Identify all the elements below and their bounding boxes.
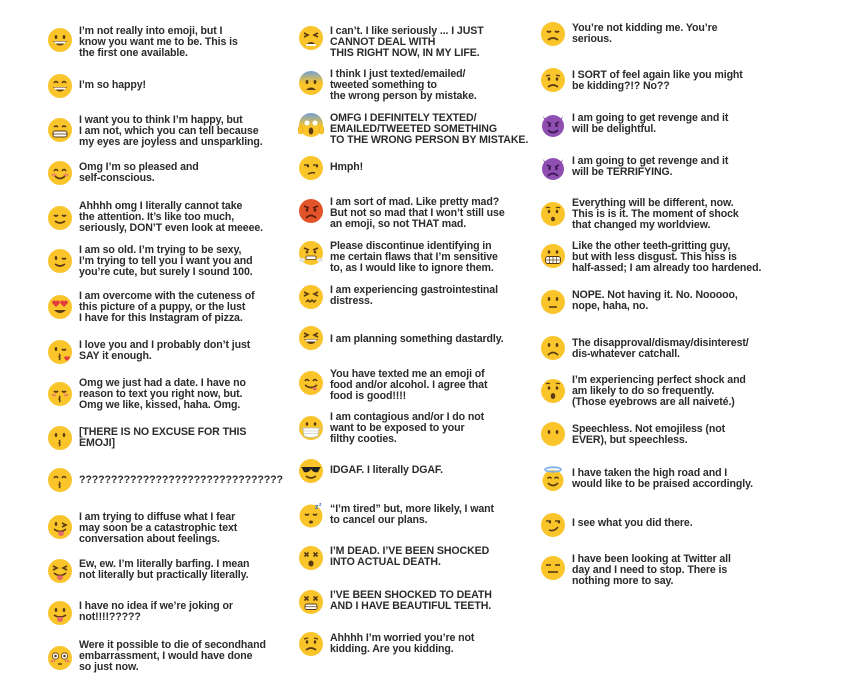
sad-face-icon: [540, 67, 566, 93]
emoji-meaning: I am sort of mad. Like pretty mad? But not so mad that I won’t still use an emoji, so not THAT mad.: [330, 196, 505, 231]
tongue-wink-icon: [47, 514, 73, 540]
kissing-heart-icon: [47, 339, 73, 365]
emoji-meaning: I’VE BEEN SHOCKED TO DEATH AND I HAVE BEAUTIFUL TEETH.: [330, 589, 492, 613]
expressionless-face-icon: [540, 555, 566, 581]
emoji-meaning: I am contagious and/or I do not want to be exposed to your filthy cooties.: [330, 411, 485, 446]
emoji-meaning: I can’t. I like seriously ... I JUST CANNOT DEAL WITH THIS RIGHT NOW, IN MY LIFE.: [330, 25, 484, 60]
smiling-devil-icon: [540, 112, 566, 138]
hushed-face-icon: [540, 201, 566, 227]
column-1: [47, 0, 317, 680]
grimacing-smile-icon: [47, 117, 73, 143]
astonished-face-icon: [540, 378, 566, 404]
neutral-face-icon: [540, 289, 566, 315]
emoji-meaning: I’m not really into emoji, but I know you want me to be. This is the first one available.: [79, 25, 238, 60]
emoji-meaning: I have taken the high road and I would like to be praised accordingly.: [572, 467, 753, 491]
emoji-meaning: I am planning something dastardly.: [330, 333, 504, 345]
emoji-meaning: Please discontinue identifying in me certain flaws that I’m sensitive to, as I would like to ignore them.: [330, 240, 498, 275]
emoji-meaning: I have no idea if we’re joking or not!!!!?????: [79, 600, 233, 624]
frowning-face-icon: [540, 335, 566, 361]
blushing-smile-icon: [47, 160, 73, 186]
unamused-face-icon: [298, 155, 324, 181]
emoji-meaning: The disapproval/dismay/disinterest/ dis-whatever catchall.: [572, 337, 749, 361]
tongue-face-icon: [47, 600, 73, 626]
tongue-squint-icon: [47, 558, 73, 584]
emoji-meaning: IDGAF. I literally DGAF.: [330, 464, 443, 476]
emoji-meaning: I am going to get revenge and it will be delightful.: [572, 112, 729, 136]
fearful-face-icon: [298, 70, 324, 96]
emoji-meaning: Were it possible to die of secondhand embarrassment, I would have done so just now.: [79, 639, 266, 674]
emoji-meaning: I am overcome with the cuteness of this picture of a puppy, or the lust I have for this Instagram of pizza.: [79, 290, 255, 325]
emoji-meaning: Speechless. Not emojiless (not EVER), but speechless.: [572, 423, 726, 447]
emoji-meaning: Like the other teeth-gritting guy, but with less disgust. This hiss is half-assed; I am already too hardened.: [572, 240, 762, 275]
emoji-meaning: Ahhhh omg I literally cannot take the attention. It’s like too much, seriously, DON’T even look at meeee.: [79, 200, 264, 235]
laughing-face-icon: [298, 325, 324, 351]
kissing-face-icon: [47, 425, 73, 451]
angry-devil-icon: [540, 155, 566, 181]
worried-face-icon: [298, 631, 324, 657]
sunglasses-face-icon: [298, 458, 324, 484]
confounded-face-icon: [298, 284, 324, 310]
emoji-meaning: I want you to think I’m happy, but I am not, which you can tell because my eyes are joyless and unsparkling.: [79, 114, 263, 149]
emoji-meaning: Everything will be different, now. This is is it. The moment of shock that changed my worldview.: [572, 197, 739, 232]
emoji-meaning: NOPE. Not having it. No. Nooooo, nope, haha, no.: [572, 289, 738, 313]
dizzy-face-icon: [298, 545, 324, 571]
emoji-meaning: I’m so happy!: [79, 79, 146, 91]
smirking-face-icon: [540, 512, 566, 538]
mask-face-icon: [298, 415, 324, 441]
tired-face-icon: [298, 25, 324, 51]
emoji-meaning: I have been looking at Twitter all day and I need to stop. There is nothing more to say.: [572, 553, 731, 588]
dizzy-grimace-icon: [298, 589, 324, 615]
emoji-meaning: You’re not kidding me. You’re serious.: [572, 22, 718, 46]
relieved-face-icon: [47, 205, 73, 231]
emoji-meaning: You have texted me an emoji of food and/or alcohol. I agree that food is good!!!!: [330, 368, 488, 403]
emoji-meaning: I think I just texted/emailed/ tweeted something to the wrong person by mistake.: [330, 68, 477, 103]
emoji-meaning: I SORT of feel again like you might be kidding?!? No??: [572, 69, 743, 93]
grimacing-face-icon: [540, 243, 566, 269]
emoji-meaning: Ew, ew. I’m literally barfing. I mean not literally but practically literally.: [79, 558, 250, 582]
emoji-meaning: I’M DEAD. I’VE BEEN SHOCKED INTO ACTUAL DEATH.: [330, 545, 490, 569]
emoji-meaning: I see what you did there.: [572, 517, 693, 529]
emoji-meaning: ????????????????????????????????: [79, 474, 283, 486]
winking-face-icon: [47, 248, 73, 274]
kissing-closed-eyes-icon: [47, 381, 73, 407]
emoji-meaning: I’m experiencing perfect shock and am likely to do so frequently. (Those eyebrows are all naiveté.): [572, 374, 746, 409]
kissing-smiling-eyes-icon: [47, 467, 73, 493]
emoji-meaning: OMFG I DEFINITELY TEXTED/ EMAILED/TWEETED SOMETHING TO THE WRONG PERSON BY MISTAKE.: [330, 112, 529, 147]
emoji-meaning: I am trying to diffuse what I fear may soon be a catastrophic text conversation about feelings.: [79, 511, 238, 546]
svg-text:z: z: [319, 502, 322, 508]
flushed-face-icon: [47, 645, 73, 671]
emoji-meaning: I am experiencing gastrointestinal distress.: [330, 284, 498, 308]
halo-face-icon: [540, 466, 566, 492]
disappointed-face-icon: [540, 21, 566, 47]
yum-face-icon: [298, 370, 324, 396]
sleepy-face-icon: [298, 502, 324, 528]
emoji-meaning: Ahhhh I’m worried you’re not kidding. Are you kidding.: [330, 632, 475, 656]
emoji-meaning: [THERE IS NO EXCUSE FOR THIS EMOJI]: [79, 426, 247, 450]
emoji-meaning: Omg we just had a date. I have no reason to text you right now, but. Omg we like, kissed, haha. Omg.: [79, 377, 246, 412]
grinning-face-icon: [47, 27, 73, 53]
heart-eyes-icon: [47, 294, 73, 320]
screaming-face-icon: [298, 112, 324, 138]
column-2: [298, 0, 568, 680]
triumph-face-icon: [298, 240, 324, 266]
emoji-meaning: Hmph!: [330, 161, 364, 173]
svg-text:z: z: [315, 504, 319, 511]
smiling-face-icon: [47, 73, 73, 99]
no-mouth-face-icon: [540, 421, 566, 447]
column-3: [540, 0, 810, 680]
emoji-meaning: I am so old. I’m trying to be sexy, I’m trying to tell you I want you and you’re cute, but surely I sound 100.: [79, 244, 253, 279]
emoji-meaning: “I’m tired” but, more likely, I want to cancel our plans.: [330, 503, 494, 527]
pouting-face-icon: [298, 198, 324, 224]
emoji-meaning: I am going to get revenge and it will be TERRIFYING.: [572, 155, 729, 179]
emoji-meaning: I love you and I probably don’t just SAY it enough.: [79, 339, 251, 363]
emoji-meaning: Omg I’m so pleased and self-conscious.: [79, 161, 199, 185]
